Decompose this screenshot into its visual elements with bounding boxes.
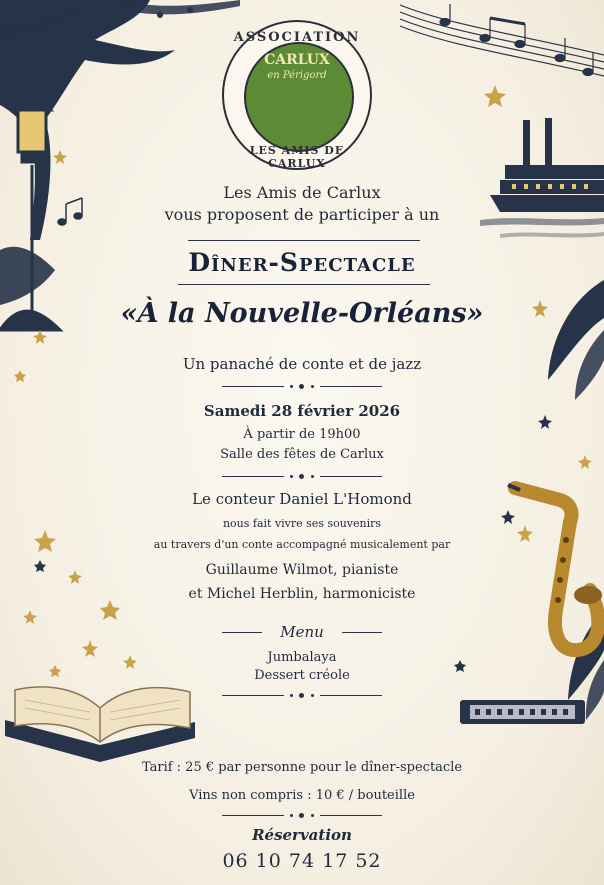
intro-line-1: Les Amis de Carlux [223,183,381,202]
title-rule-bottom [178,284,430,285]
event-date: Samedi 28 février 2026 [203,402,401,420]
event-subtitle: «À la Nouvelle-Orléans» [120,298,484,329]
divider [222,811,382,820]
open-book-icon [5,687,195,762]
pianist: Guillaume Wilmot, pianiste [205,562,399,578]
logo-name: CARLUX [264,52,330,68]
wine-price-line: Vins non compris : 10 € / bouteille [189,788,415,803]
moon-icon [81,58,130,122]
menu-rule-right [342,632,382,633]
event-venue: Salle des fêtes de Carlux [220,447,384,462]
divider [222,691,382,700]
divider [222,382,382,391]
menu-item: Jumbalaya [267,650,337,665]
logo-top-text: ASSOCIATION [233,30,361,45]
music-notes-icon [400,4,604,76]
harmonica-icon [460,700,585,724]
price-line: Tarif : 25 € par personne pour le dîner-spectacle [141,760,463,775]
performers-line-2: nous fait vivre ses souvenirs [222,517,382,530]
menu-heading: Menu [280,623,324,641]
intro-line-2: vous proposent de participer à un [164,205,440,224]
logo-region: en Périgord [267,70,327,81]
event-tagline: Un panaché de conte et de jazz [182,355,422,373]
logo-bottom-text: LES AMIS DE CARLUX [249,144,345,170]
performers-line-3: au travers d'un conte accompagné musicalement par [153,538,451,551]
association-logo [222,20,372,170]
title-rule-top [188,240,420,241]
divider [222,472,382,481]
event-title: Dîner-Spectacle [188,248,416,277]
reservation-phone: 06 10 74 17 52 [222,850,382,872]
storyteller: Le conteur Daniel L'Homond [192,490,412,508]
event-time: À partir de 19h00 [243,427,361,442]
reservation-heading: Réservation [252,826,352,844]
menu-item: Dessert créole [254,668,350,683]
harmonica-player: et Michel Herblin, harmoniciste [188,586,416,602]
